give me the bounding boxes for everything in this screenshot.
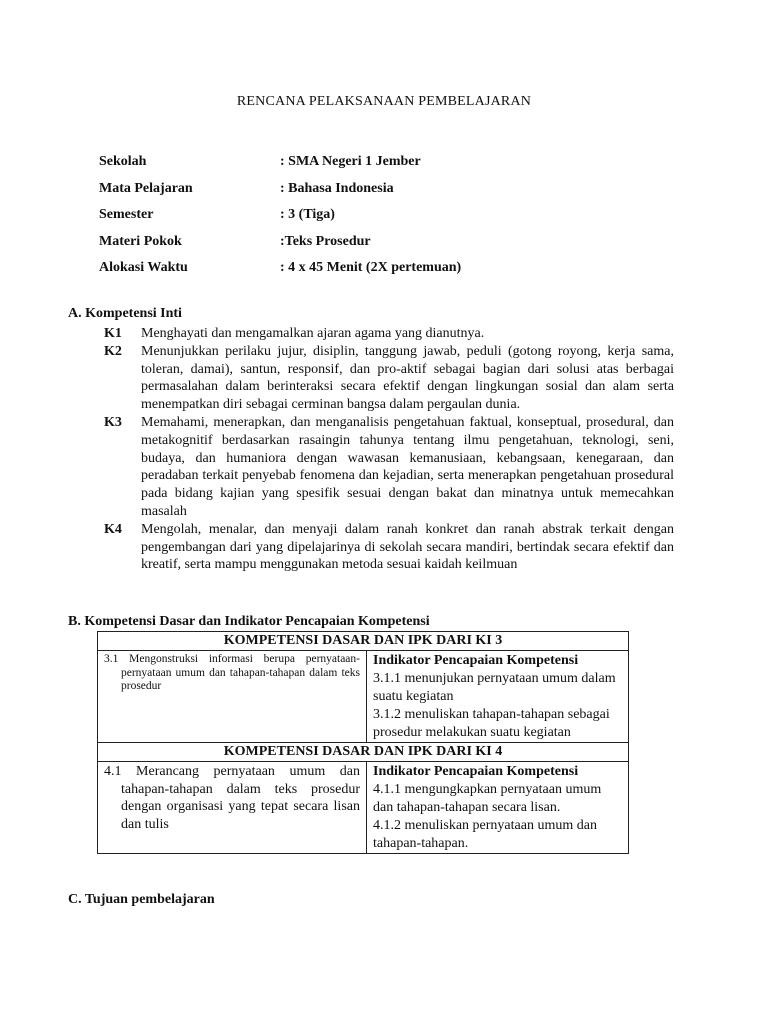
table-header-ki3: KOMPETENSI DASAR DAN IPK DARI KI 3 [98,632,629,651]
meta-label: Semester [99,207,154,223]
ipk-cell [367,762,629,854]
meta-value: : SMA Negeri 1 Jember [280,154,421,169]
meta-row-semester [99,207,461,234]
section-b-heading: B. Kompetensi Dasar dan Indikator Pencapaian Kompetensi [68,614,430,629]
meta-row-alokasi-waktu [99,260,461,287]
meta-row-sekolah [99,154,461,181]
identity-block [99,154,461,287]
section-a-heading: A. Kompetensi Inti [68,306,182,321]
kd-text: 3.1 Mengonstruksi informasi berupa pernyataan-pernyataan umum dan tahapan-tahapan dalam teks prosedur [104,653,360,692]
kompetensi-dasar-table [97,631,629,854]
ipk-item: 4.1.1 mengungkapkan pernyataan umum dan tahapan-tahapan secara lisan. [373,782,602,815]
ki-code: K1 [104,326,122,341]
ipk-title: Indikator Pencapaian Kompetensi [373,653,579,668]
ipk-item: 3.1.1 menunjukan pernyataan umum dalam suatu kegiatan [373,671,616,704]
kompetensi-inti-list [104,325,674,574]
meta-value: : Bahasa Indonesia [280,180,394,196]
kd-text: 4.1 Merancang pernyataan umum dan tahapan-tahapan dalam teks prosedur dengan organisasi yang tepat secara lisan dan tulis [104,764,360,832]
table-row [98,743,629,762]
ki-item [104,325,674,343]
ki-item [104,343,674,414]
ki-item [104,414,674,521]
page-title: RENCANA PELAKSANAAN PEMBELAJARAN [236,94,532,109]
ki-item [104,521,674,574]
ipk-cell [367,651,629,743]
table-row [98,762,629,854]
ki-text: Menghayati dan mengamalkan ajaran agama yang dianutnya. [141,326,485,341]
ki-code: K2 [104,343,122,359]
meta-label: Mata Pelajaran [99,180,193,196]
ki-text: Memahami, menerapkan, dan menganalisis pengetahuan faktual, konseptual, prosedural, dan metakognitif berdasarkan rasaingin tahunya tentang ilmu pengetahuan, teknologi, seni, budaya, dan humaniora dengan wawasan kemanusiaan, kebangsaan, kenegaraan, dan peradaban terkait penyebab fenomena dan kejadian, serta menerapkan pengetahuan prosedural pada bidang kajian yang spesifik sesuai dengan bakat dan minatnya untuk memecahkan masalah [141,414,674,519]
ipk-item: 3.1.2 menuliskan tahapan-tahapan sebagai prosedur melakukan suatu kegiatan [373,707,610,740]
ki-text: Menunjukkan perilaku jujur, disiplin, tanggung jawab, peduli (gotong royong, kerja sama, toleran, damai), santun, responsif, dan pro-aktif sebagai bagian dari solusi atas berbagai permasalahan dalam berinteraksi secara efektif dengan lingkungan sosial dan alam serta menempatkan diri sebagai cerminan bangsa dalam pergaulan dunia. [141,343,674,413]
meta-value: : 3 (Tiga) [280,207,335,223]
meta-row-materi-pokok [99,234,461,261]
section-c-heading: C. Tujuan pembelajaran [68,892,215,907]
ipk-title: Indikator Pencapaian Kompetensi [373,764,579,779]
meta-label: Materi Pokok [99,233,182,249]
table-header-ki4: KOMPETENSI DASAR DAN IPK DARI KI 4 [98,743,629,762]
ki-text: Mengolah, menalar, dan menyaji dalam ranah konkret dan ranah abstrak terkait dengan pengembangan dari yang dipelajarinya di sekolah secara mandiri, bertindak secara efektif dan kreatif, serta mampu menggunakan metoda sesuai kaidah keilmuan [141,521,674,573]
meta-label: Alokasi Waktu [99,260,188,276]
meta-value: :Teks Prosedur [280,233,371,249]
kd-cell [98,651,367,743]
table-row [98,651,629,743]
ki-code: K4 [104,521,122,537]
kd-cell [98,762,367,854]
meta-label: Sekolah [99,154,147,169]
ki-code: K3 [104,414,122,430]
meta-row-mata-pelajaran [99,181,461,208]
ipk-item: 4.1.2 menuliskan pernyataan umum dan tahapan-tahapan. [373,818,597,851]
meta-value: : 4 x 45 Menit (2X pertemuan) [280,260,462,276]
table-row [98,632,629,651]
